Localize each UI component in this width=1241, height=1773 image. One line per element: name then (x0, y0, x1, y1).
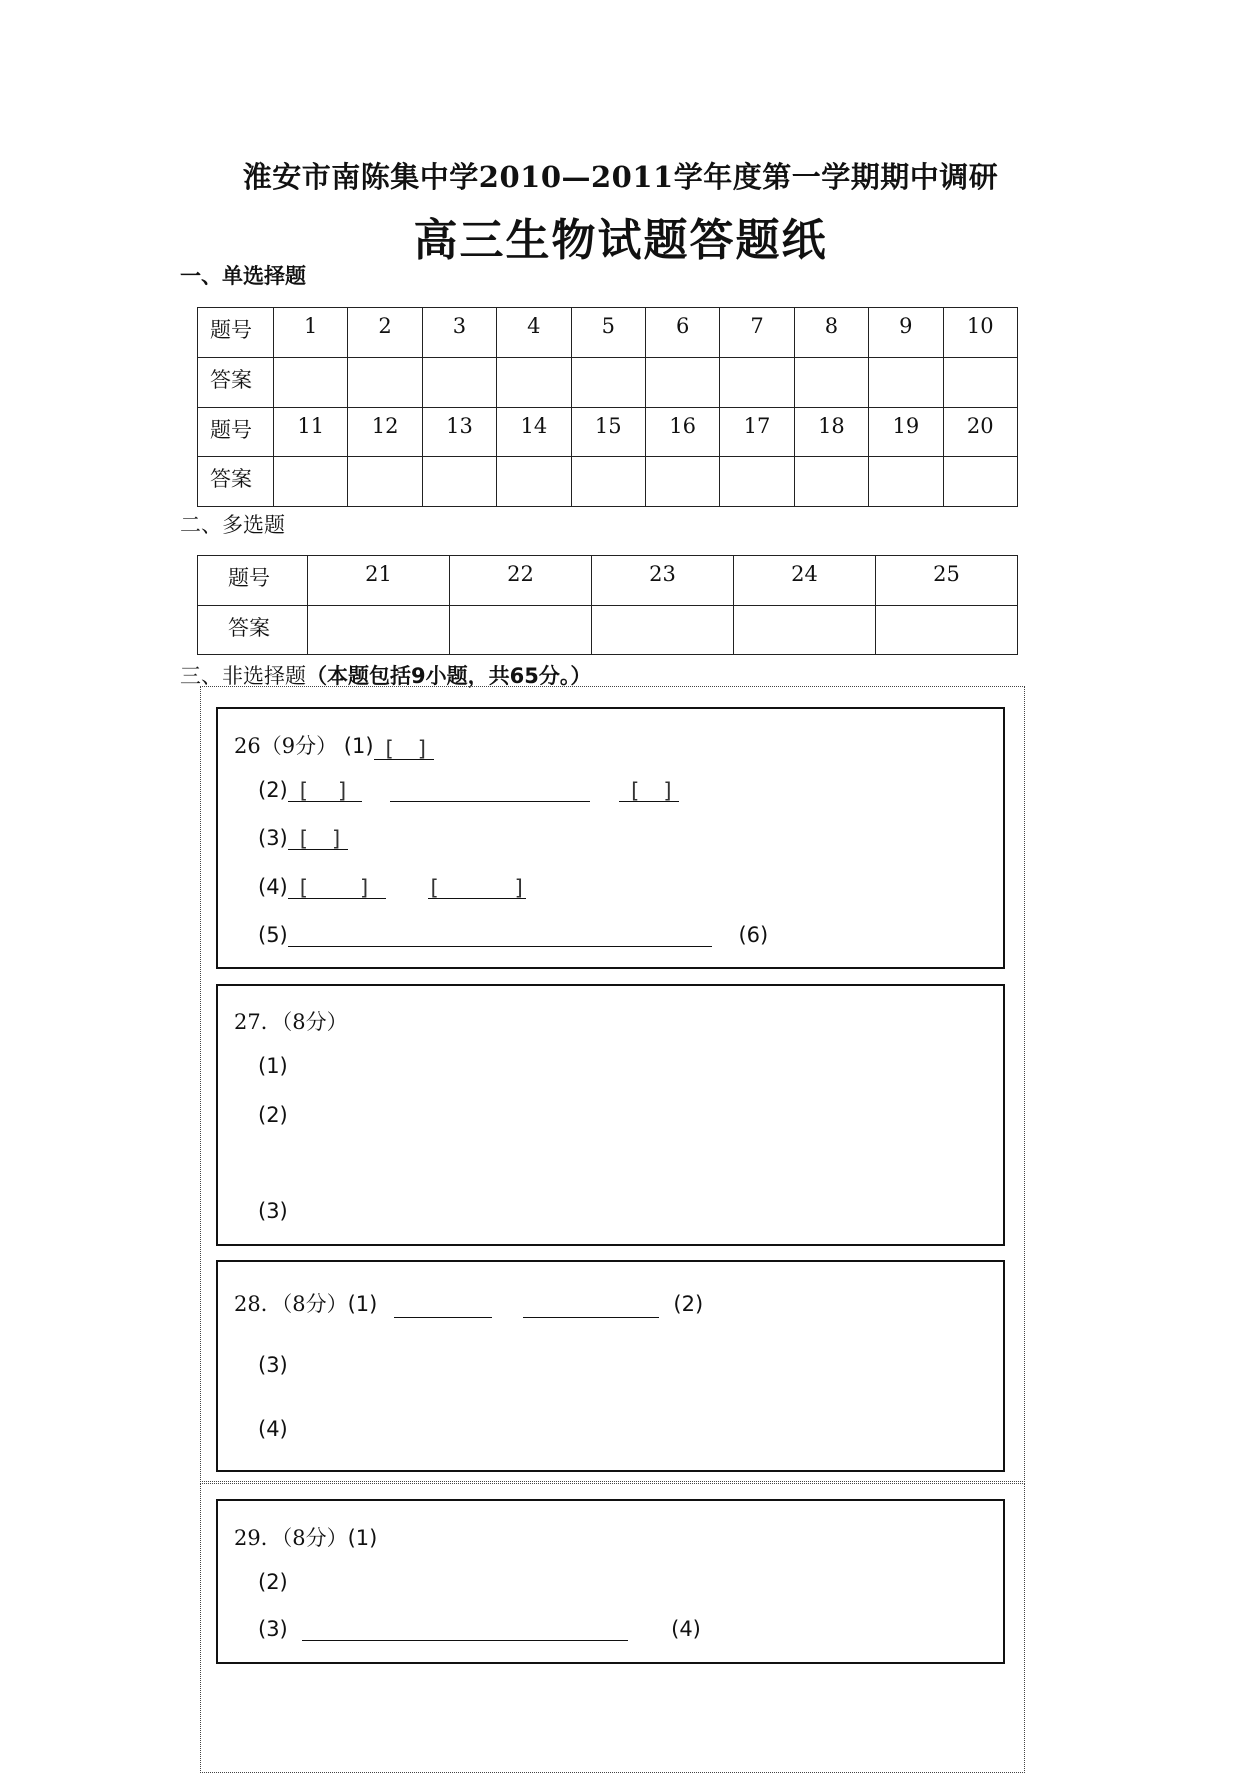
question-number-cell: 22 (450, 556, 592, 606)
bracket-open: [ (299, 876, 308, 900)
q26-part6-label: (6) (738, 923, 769, 947)
answer-cell[interactable] (943, 457, 1017, 507)
question-number-cell: 8 (794, 308, 868, 358)
q28-part1-label: (1) (347, 1292, 378, 1316)
answer-cell[interactable] (422, 358, 496, 408)
single-choice-table (197, 307, 1018, 507)
bracket-open: [ (631, 779, 640, 803)
q29-part1-label: (1) (347, 1526, 378, 1550)
question-number-cell: 19 (869, 408, 943, 457)
q26-line3 (258, 826, 348, 850)
q29-label: 29．（8分） (234, 1526, 348, 1550)
q27-part2-label: (2) (258, 1103, 288, 1127)
answer-cell[interactable] (869, 358, 943, 408)
question-number-cell: 20 (943, 408, 1017, 457)
question-number-cell: 1 (274, 308, 348, 358)
q28-part4-label: (4) (258, 1417, 288, 1441)
question-number-cell: 14 (497, 408, 571, 457)
row-label-answer: 答案 (198, 358, 274, 408)
q29-part4-label: (4) (671, 1617, 701, 1641)
answer-cell[interactable] (497, 457, 571, 507)
question-number-cell: 24 (734, 556, 876, 606)
section3-title-prefix: 三、非选择题 (180, 664, 306, 688)
q28-line1 (234, 1288, 703, 1318)
multi-choice-table (197, 555, 1018, 655)
bracket-close: ] (514, 876, 523, 900)
question-number-cell: 18 (794, 408, 868, 457)
q26-part2-blank-3[interactable] (619, 779, 679, 802)
answer-cell[interactable] (274, 457, 348, 507)
q26-part1-blank[interactable] (374, 737, 434, 760)
q29-line3 (258, 1617, 701, 1641)
q26-part1-label: (1) (343, 734, 374, 758)
answer-cell[interactable] (571, 457, 645, 507)
question-number-cell: 7 (720, 308, 794, 358)
q26-line5 (258, 923, 768, 947)
answer-cell[interactable] (720, 457, 794, 507)
section2-title: 二、多选题 (180, 513, 285, 537)
question-number-cell: 12 (348, 408, 422, 457)
bracket-open: [ (385, 737, 394, 761)
q28-part1-blank-1[interactable] (394, 1295, 492, 1318)
q27-label: 27．（8分） (234, 1010, 348, 1034)
bracket-close: ] (331, 827, 341, 851)
bracket-close: ] (337, 779, 347, 803)
question-number-cell: 13 (422, 408, 496, 457)
row-label-number: 题号 (198, 308, 274, 358)
q26-line2 (258, 778, 679, 802)
question-number-cell: 21 (308, 556, 450, 606)
bracket-open: [ (299, 779, 308, 803)
q26-part5-blank[interactable] (288, 924, 712, 947)
answer-cell[interactable] (274, 358, 348, 408)
bracket-open: [ (299, 827, 308, 851)
question-number-cell: 6 (645, 308, 719, 358)
row-label-number: 题号 (198, 556, 308, 606)
question-number-cell: 23 (592, 556, 734, 606)
bracket-close: ] (663, 779, 672, 803)
question-number-cell: 3 (422, 308, 496, 358)
answer-cell[interactable] (497, 358, 571, 408)
q27-part3-label: (3) (258, 1199, 288, 1223)
answer-cell[interactable] (422, 457, 496, 507)
q26-line4 (258, 875, 526, 899)
section1-title: 一、单选择题 (180, 263, 306, 288)
answer-cell[interactable] (869, 457, 943, 507)
bracket-close: ] (359, 876, 369, 900)
section3-title-note: （本题包括9小题，共65分。） (306, 664, 592, 688)
page-title: 高三生物试题答题纸 (413, 215, 828, 266)
bracket-open: [ (430, 876, 439, 900)
answer-cell[interactable] (308, 606, 450, 655)
question-number-cell: 5 (571, 308, 645, 358)
question-number-cell: 25 (876, 556, 1018, 606)
q26-label: 26（9分） (234, 734, 338, 758)
school-title: 淮安市南陈集中学2010—2011学年度第一学期期中调研 (242, 160, 999, 194)
question-27-box (216, 984, 1005, 1246)
row-label-number: 题号 (198, 408, 274, 457)
q29-line1 (234, 1522, 377, 1552)
q29-part2-label: (2) (258, 1570, 288, 1594)
q27-part1-label: (1) (258, 1054, 288, 1078)
answer-cell[interactable] (720, 358, 794, 408)
q26-part2-blank-2[interactable] (390, 779, 590, 802)
q26-part4-label: (4) (258, 875, 288, 899)
q26-part2-blank-1[interactable] (288, 779, 362, 802)
q26-part4-blank-2[interactable] (428, 876, 526, 899)
row-label-answer: 答案 (198, 606, 308, 655)
q26-part3-blank[interactable] (288, 827, 348, 850)
answer-cell[interactable] (645, 358, 719, 408)
answer-cell[interactable] (794, 358, 868, 408)
question-number-cell: 10 (943, 308, 1017, 358)
question-26-box (216, 707, 1005, 969)
q26-part2-label: (2) (258, 778, 288, 802)
q28-part3-label: (3) (258, 1353, 288, 1377)
q28-label: 28．（8分） (234, 1292, 348, 1316)
q29-part3-label: (3) (258, 1617, 288, 1641)
q28-part1-blank-2[interactable] (523, 1295, 659, 1318)
q26-line1 (234, 730, 434, 760)
question-number-cell: 4 (497, 308, 571, 358)
answer-cell[interactable] (876, 606, 1018, 655)
question-number-cell: 15 (571, 408, 645, 457)
question-28-box (216, 1260, 1005, 1472)
question-number-cell: 9 (869, 308, 943, 358)
question-number-cell: 16 (645, 408, 719, 457)
bracket-close: ] (417, 737, 426, 761)
answer-cell[interactable] (794, 457, 868, 507)
answer-cell[interactable] (734, 606, 876, 655)
row-label-answer: 答案 (198, 457, 274, 507)
answer-cell[interactable] (645, 457, 719, 507)
answer-cell[interactable] (348, 457, 422, 507)
q26-part4-blank-1[interactable] (288, 876, 386, 899)
q26-part3-label: (3) (258, 826, 288, 850)
answer-cell[interactable] (450, 606, 592, 655)
q29-part3-blank[interactable] (302, 1618, 628, 1641)
answer-cell[interactable] (943, 358, 1017, 408)
answer-cell[interactable] (348, 358, 422, 408)
question-number-cell: 11 (274, 408, 348, 457)
q28-part2-label: (2) (673, 1292, 704, 1316)
answer-cell[interactable] (592, 606, 734, 655)
answer-cell[interactable] (571, 358, 645, 408)
q26-part5-label: (5) (258, 923, 288, 947)
question-29-box (216, 1499, 1005, 1664)
question-number-cell: 17 (720, 408, 794, 457)
question-number-cell: 2 (348, 308, 422, 358)
